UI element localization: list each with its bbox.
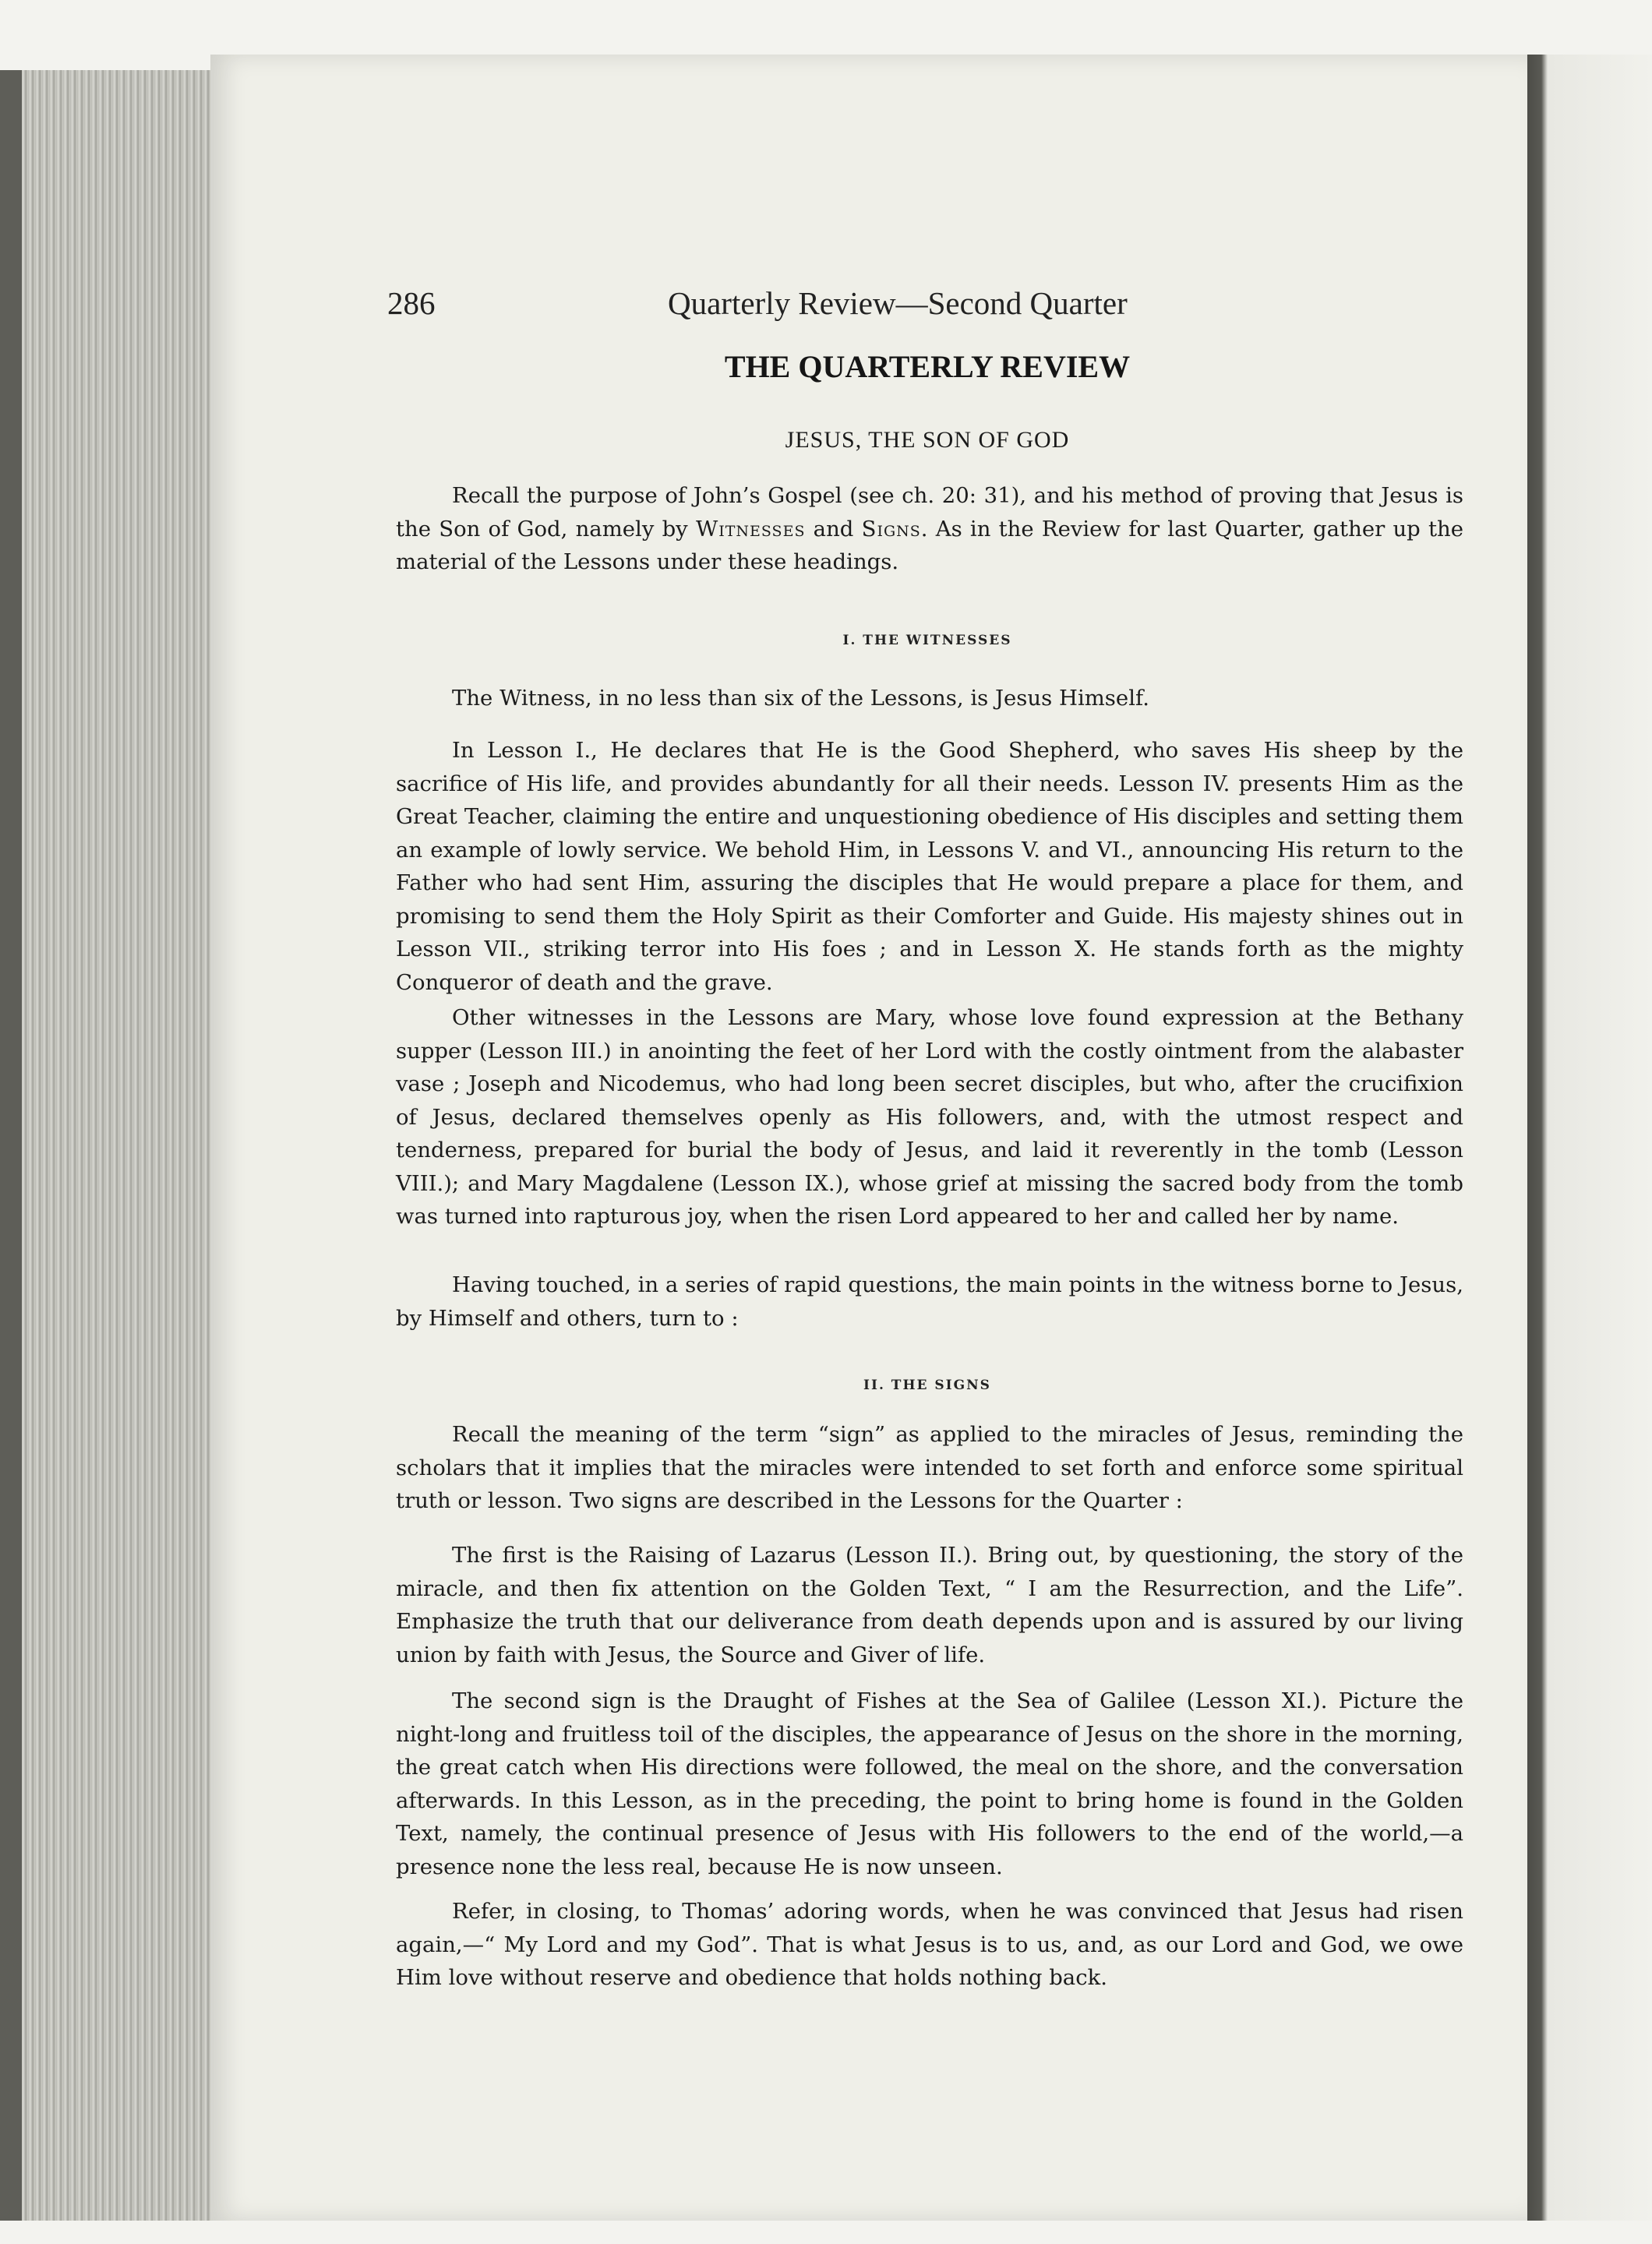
paragraph-text: The Witness, in no less than six of the Lessons, is Jesus Himself. [452, 686, 1149, 711]
intro-text-2: . As in the Review for last Quarter, gather up the material of the Lessons under these headings. [396, 516, 1464, 574]
intro-text-1: Recall the purpose of John’s Gospel (see ch. 20: 31), and his method of proving that Jesus is the Son of God, namely by [396, 483, 1463, 542]
section-heading-signs: II. THE SIGNS [863, 1378, 991, 1393]
page-number: 286 [387, 285, 436, 321]
witnesses-paragraph-2 [396, 734, 1463, 999]
section-heading-witnesses: I. THE WITNESSES [842, 633, 1012, 648]
paragraph-text: Other witnesses in the Lessons are Mary, whose love found expression at the Bethany supper (Lesson III.) in anointing the feet of her Lord with the costly ointment from the alabaster vase ; Joseph and Nicodemus, who had long been secret disciples, but who, after the crucifixion of Jesus, declared themselves openly as His followers, and, with the utmost respect and tenderness, prepared for burial the body of Jesus, and laid it reverently in the tomb (Lesson VIII.); and Mary Magdalene (Lesson IX.), whose grief at missing the sacred body from the tomb was turned into rapturous joy, when the risen Lord appeared to her and called her by name. [396, 1005, 1463, 1229]
running-head-title: Quarterly Review—Second Quarter [668, 285, 1128, 321]
witnesses-paragraph-1 [396, 682, 1463, 715]
page-title: THE QUARTERLY REVIEW [724, 349, 1131, 384]
page-subtitle: JESUS, THE SON OF GOD [785, 427, 1070, 453]
paragraph-text: Having touched, in a series of rapid questions, the main points in the witness borne to Jesus, by Himself and others, turn to : [396, 1272, 1463, 1331]
paragraph-text: In Lesson I., He declares that He is the Good Shepherd, who saves His sheep by the sacrifice of His life, and provides abundantly for all their needs. Lesson IV. presents Him as the Great Teacher, claiming the entire and unquestioning obedience of His disciples and setting them an example of lowly service. We behold Him, in Lessons V. and VI., announcing His return to the Father who had sent Him, assuring the disciples that He would prepare a place for them, and promising to send them the Holy Spirit as their Comforter and Guide. His majesty shines out in Lesson VII., striking terror into His foes ; and in Lesson X. He stands forth as the mighty Conqueror of death and the grave. [396, 738, 1463, 995]
signs-paragraph-4 [396, 1895, 1463, 1995]
facing-page-gutter [1527, 55, 1652, 2221]
book-spine-shadow [0, 70, 22, 2221]
paragraph-text: Recall the meaning of the term “sign” as applied to the miracles of Jesus, reminding the scholars that it implies that the miracles were intended to set forth and enforce some spiritual truth or lesson. Two signs are described in the Lessons for the Quarter : [396, 1422, 1463, 1513]
signs-paragraph-1 [396, 1418, 1463, 1518]
paragraph-text: The second sign is the Draught of Fishes at the Sea of Galilee (Lesson XI.). Picture the night-long and fruitless toil of the disciples, the appearance of Jesus on the shore in the morning, the great catch when His directions were followed, the meal on the shore, and the conversation afterwards. In this Lesson, as in the preceding, the point to bring home is found in the Golden Text, namely, the continual presence of Jesus with His followers to the end of the world,—a presence none the less real, because He is now unseen. [396, 1688, 1463, 1879]
signs-paragraph-3 [396, 1685, 1463, 1883]
signs-paragraph-2 [396, 1539, 1463, 1671]
witnesses-term: Witnesses [695, 516, 806, 542]
paragraph-text: The first is the Raising of Lazarus (Lesson II.). Bring out, by questioning, the story of the miracle, and then fix attention on the Golden Text, “ I am the Resurrection, and the Life”. Emphasize the truth that our deliverance from death depends upon and is assured by our living union by faith with Jesus, the Source and Giver of life. [396, 1543, 1463, 1667]
book-page-edges [0, 70, 210, 2221]
paragraph-text: Refer, in closing, to Thomas’ adoring words, when he was convinced that Jesus had risen again,—“ My Lord and my God”. That is what Jesus is to us, and, as our Lord and God, we owe Him love without reserve and obedience that holds nothing back. [396, 1899, 1463, 1990]
intro-paragraph [396, 479, 1463, 579]
intro-and: and [805, 516, 862, 542]
signs-term: Signs [861, 516, 921, 542]
witnesses-paragraph-4 [396, 1268, 1463, 1335]
witnesses-paragraph-3 [396, 1001, 1463, 1233]
